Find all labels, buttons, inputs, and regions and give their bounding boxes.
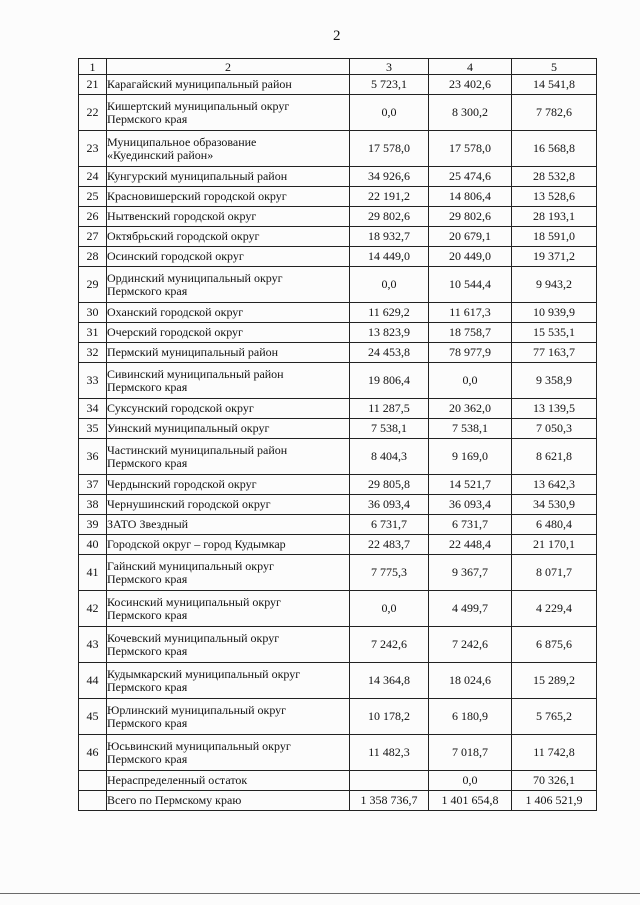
value-col-4-cell: 18 024,6 (429, 663, 512, 699)
municipality-name-cell: Косинский муниципальный округ Пермского края (107, 591, 350, 627)
table-row (79, 515, 597, 535)
value-col-5-cell: 28 193,1 (512, 207, 597, 227)
value-col-3-cell: 7 242,6 (350, 627, 429, 663)
value-col-5-cell: 11 742,8 (512, 735, 597, 771)
value-col-3-cell: 1 358 736,7 (350, 791, 429, 811)
value-col-4-cell: 4 499,7 (429, 591, 512, 627)
value-col-3-cell: 18 932,7 (350, 227, 429, 247)
value-col-4-cell: 23 402,6 (429, 75, 512, 95)
value-col-4-cell: 20 449,0 (429, 247, 512, 267)
row-number-cell: 23 (79, 131, 107, 167)
municipality-name-cell: Кунгурский муниципальный район (107, 167, 350, 187)
value-col-3-cell: 22 191,2 (350, 187, 429, 207)
row-number-cell: 45 (79, 699, 107, 735)
value-col-5-cell: 6 875,6 (512, 627, 597, 663)
table-header-row (79, 59, 597, 75)
value-col-3-cell: 24 453,8 (350, 343, 429, 363)
value-col-4-cell: 25 474,6 (429, 167, 512, 187)
municipality-name-cell: Частинский муниципальный район Пермского края (107, 439, 350, 475)
value-col-4-cell: 6 180,9 (429, 699, 512, 735)
value-col-3-cell: 17 578,0 (350, 131, 429, 167)
table-row (79, 495, 597, 515)
municipality-name-cell: Оханский городской округ (107, 303, 350, 323)
row-number-cell: 42 (79, 591, 107, 627)
municipality-name-cell: Всего по Пермскому краю (107, 791, 350, 811)
value-col-4-cell: 78 977,9 (429, 343, 512, 363)
municipality-name-cell: Муниципальное образование «Куединский район» (107, 131, 350, 167)
value-col-5-cell: 18 591,0 (512, 227, 597, 247)
row-number-cell: 35 (79, 419, 107, 439)
value-col-3-cell: 5 723,1 (350, 75, 429, 95)
table-row (79, 439, 597, 475)
row-number-cell (79, 791, 107, 811)
value-col-3-cell: 29 805,8 (350, 475, 429, 495)
table-row (79, 187, 597, 207)
table-row (79, 475, 597, 495)
column-header-2: 2 (107, 59, 350, 75)
value-col-5-cell: 4 229,4 (512, 591, 597, 627)
value-col-5-cell: 34 530,9 (512, 495, 597, 515)
value-col-3-cell: 8 404,3 (350, 439, 429, 475)
table-row (79, 75, 597, 95)
row-number-cell: 37 (79, 475, 107, 495)
value-col-3-cell: 10 178,2 (350, 699, 429, 735)
row-number-cell: 34 (79, 399, 107, 419)
value-col-5-cell: 13 528,6 (512, 187, 597, 207)
value-col-5-cell: 14 541,8 (512, 75, 597, 95)
value-col-4-cell: 14 806,4 (429, 187, 512, 207)
value-col-5-cell: 8 621,8 (512, 439, 597, 475)
row-number-cell (79, 771, 107, 791)
value-col-3-cell (350, 771, 429, 791)
value-col-5-cell: 7 782,6 (512, 95, 597, 131)
value-col-5-cell: 9 358,9 (512, 363, 597, 399)
municipality-name-cell: Пермский муниципальный район (107, 343, 350, 363)
value-col-3-cell: 22 483,7 (350, 535, 429, 555)
municipality-name-cell: Кишертский муниципальный округ Пермского края (107, 95, 350, 131)
row-number-cell: 27 (79, 227, 107, 247)
table-row (79, 555, 597, 591)
page-number: 2 (333, 28, 341, 44)
row-number-cell: 29 (79, 267, 107, 303)
table-row (79, 343, 597, 363)
row-number-cell: 43 (79, 627, 107, 663)
column-header-5: 5 (512, 59, 597, 75)
value-col-4-cell: 9 367,7 (429, 555, 512, 591)
municipality-name-cell: Юрлинский муниципальный округ Пермского края (107, 699, 350, 735)
value-col-5-cell: 5 765,2 (512, 699, 597, 735)
value-col-3-cell: 11 287,5 (350, 399, 429, 419)
row-number-cell: 38 (79, 495, 107, 515)
table-row (79, 227, 597, 247)
value-col-5-cell: 13 139,5 (512, 399, 597, 419)
table-row (79, 267, 597, 303)
value-col-4-cell: 20 679,1 (429, 227, 512, 247)
allocation-table (78, 58, 597, 811)
value-col-4-cell: 7 538,1 (429, 419, 512, 439)
row-number-cell: 46 (79, 735, 107, 771)
table-row (79, 791, 597, 811)
table-row (79, 399, 597, 419)
column-header-3: 3 (350, 59, 429, 75)
table-row (79, 323, 597, 343)
value-col-5-cell: 7 050,3 (512, 419, 597, 439)
value-col-4-cell: 7 242,6 (429, 627, 512, 663)
row-number-cell: 28 (79, 247, 107, 267)
value-col-3-cell: 0,0 (350, 591, 429, 627)
row-number-cell: 30 (79, 303, 107, 323)
value-col-5-cell: 70 326,1 (512, 771, 597, 791)
value-col-3-cell: 36 093,4 (350, 495, 429, 515)
row-number-cell: 22 (79, 95, 107, 131)
table-row (79, 95, 597, 131)
municipality-name-cell: Гайнский муниципальный округ Пермского края (107, 555, 350, 591)
municipality-name-cell: Ординский муниципальный округ Пермского края (107, 267, 350, 303)
municipality-name-cell: Городской округ – город Кудымкар (107, 535, 350, 555)
column-header-4: 4 (429, 59, 512, 75)
municipality-name-cell: Очерский городской округ (107, 323, 350, 343)
row-number-cell: 39 (79, 515, 107, 535)
table-row (79, 735, 597, 771)
table-row (79, 591, 597, 627)
municipality-name-cell: ЗАТО Звездный (107, 515, 350, 535)
table-row (79, 167, 597, 187)
value-col-4-cell: 17 578,0 (429, 131, 512, 167)
municipality-name-cell: Нераспределенный остаток (107, 771, 350, 791)
row-number-cell: 24 (79, 167, 107, 187)
municipality-name-cell: Уинский муниципальный округ (107, 419, 350, 439)
value-col-5-cell: 6 480,4 (512, 515, 597, 535)
table-row (79, 771, 597, 791)
row-number-cell: 21 (79, 75, 107, 95)
value-col-5-cell: 13 642,3 (512, 475, 597, 495)
value-col-5-cell: 1 406 521,9 (512, 791, 597, 811)
municipality-name-cell: Чернушинский городской округ (107, 495, 350, 515)
row-number-cell: 44 (79, 663, 107, 699)
scan-edge-line (0, 893, 640, 894)
row-number-cell: 41 (79, 555, 107, 591)
value-col-5-cell: 16 568,8 (512, 131, 597, 167)
table-row (79, 363, 597, 399)
municipality-name-cell: Суксунский городской округ (107, 399, 350, 419)
table-row (79, 663, 597, 699)
value-col-5-cell: 77 163,7 (512, 343, 597, 363)
table-row (79, 303, 597, 323)
value-col-3-cell: 7 538,1 (350, 419, 429, 439)
value-col-3-cell: 6 731,7 (350, 515, 429, 535)
municipality-name-cell: Чердынский городской округ (107, 475, 350, 495)
value-col-4-cell: 0,0 (429, 771, 512, 791)
value-col-3-cell: 7 775,3 (350, 555, 429, 591)
row-number-cell: 31 (79, 323, 107, 343)
value-col-4-cell: 10 544,4 (429, 267, 512, 303)
table-row (79, 627, 597, 663)
value-col-4-cell: 1 401 654,8 (429, 791, 512, 811)
municipality-name-cell: Сивинский муниципальный район Пермского края (107, 363, 350, 399)
value-col-4-cell: 36 093,4 (429, 495, 512, 515)
municipality-name-cell: Юсьвинский муниципальный округ Пермского края (107, 735, 350, 771)
municipality-name-cell: Нытвенский городской округ (107, 207, 350, 227)
municipality-name-cell: Осинский городской округ (107, 247, 350, 267)
table-body (79, 75, 597, 811)
value-col-4-cell: 29 802,6 (429, 207, 512, 227)
row-number-cell: 32 (79, 343, 107, 363)
value-col-3-cell: 11 482,3 (350, 735, 429, 771)
value-col-5-cell: 9 943,2 (512, 267, 597, 303)
value-col-5-cell: 19 371,2 (512, 247, 597, 267)
table-row (79, 699, 597, 735)
value-col-3-cell: 14 364,8 (350, 663, 429, 699)
municipality-name-cell: Карагайский муниципальный район (107, 75, 350, 95)
value-col-3-cell: 14 449,0 (350, 247, 429, 267)
value-col-4-cell: 7 018,7 (429, 735, 512, 771)
value-col-5-cell: 15 289,2 (512, 663, 597, 699)
value-col-4-cell: 14 521,7 (429, 475, 512, 495)
value-col-4-cell: 9 169,0 (429, 439, 512, 475)
row-number-cell: 36 (79, 439, 107, 475)
table-row (79, 419, 597, 439)
value-col-3-cell: 11 629,2 (350, 303, 429, 323)
value-col-4-cell: 18 758,7 (429, 323, 512, 343)
value-col-3-cell: 34 926,6 (350, 167, 429, 187)
value-col-3-cell: 29 802,6 (350, 207, 429, 227)
value-col-4-cell: 20 362,0 (429, 399, 512, 419)
value-col-4-cell: 22 448,4 (429, 535, 512, 555)
row-number-cell: 33 (79, 363, 107, 399)
value-col-3-cell: 0,0 (350, 95, 429, 131)
value-col-5-cell: 28 532,8 (512, 167, 597, 187)
municipality-name-cell: Октябрьский городской округ (107, 227, 350, 247)
table-row (79, 131, 597, 167)
value-col-5-cell: 21 170,1 (512, 535, 597, 555)
value-col-3-cell: 19 806,4 (350, 363, 429, 399)
value-col-5-cell: 8 071,7 (512, 555, 597, 591)
value-col-4-cell: 8 300,2 (429, 95, 512, 131)
municipality-name-cell: Кочевский муниципальный округ Пермского края (107, 627, 350, 663)
row-number-cell: 25 (79, 187, 107, 207)
row-number-cell: 40 (79, 535, 107, 555)
row-number-cell: 26 (79, 207, 107, 227)
column-header-1: 1 (79, 59, 107, 75)
value-col-4-cell: 6 731,7 (429, 515, 512, 535)
value-col-4-cell: 0,0 (429, 363, 512, 399)
table-row (79, 535, 597, 555)
municipality-name-cell: Красновишерский городской округ (107, 187, 350, 207)
value-col-3-cell: 13 823,9 (350, 323, 429, 343)
municipality-name-cell: Кудымкарский муниципальный округ Пермского края (107, 663, 350, 699)
value-col-5-cell: 15 535,1 (512, 323, 597, 343)
table-row (79, 247, 597, 267)
value-col-4-cell: 11 617,3 (429, 303, 512, 323)
value-col-3-cell: 0,0 (350, 267, 429, 303)
value-col-5-cell: 10 939,9 (512, 303, 597, 323)
table-row (79, 207, 597, 227)
